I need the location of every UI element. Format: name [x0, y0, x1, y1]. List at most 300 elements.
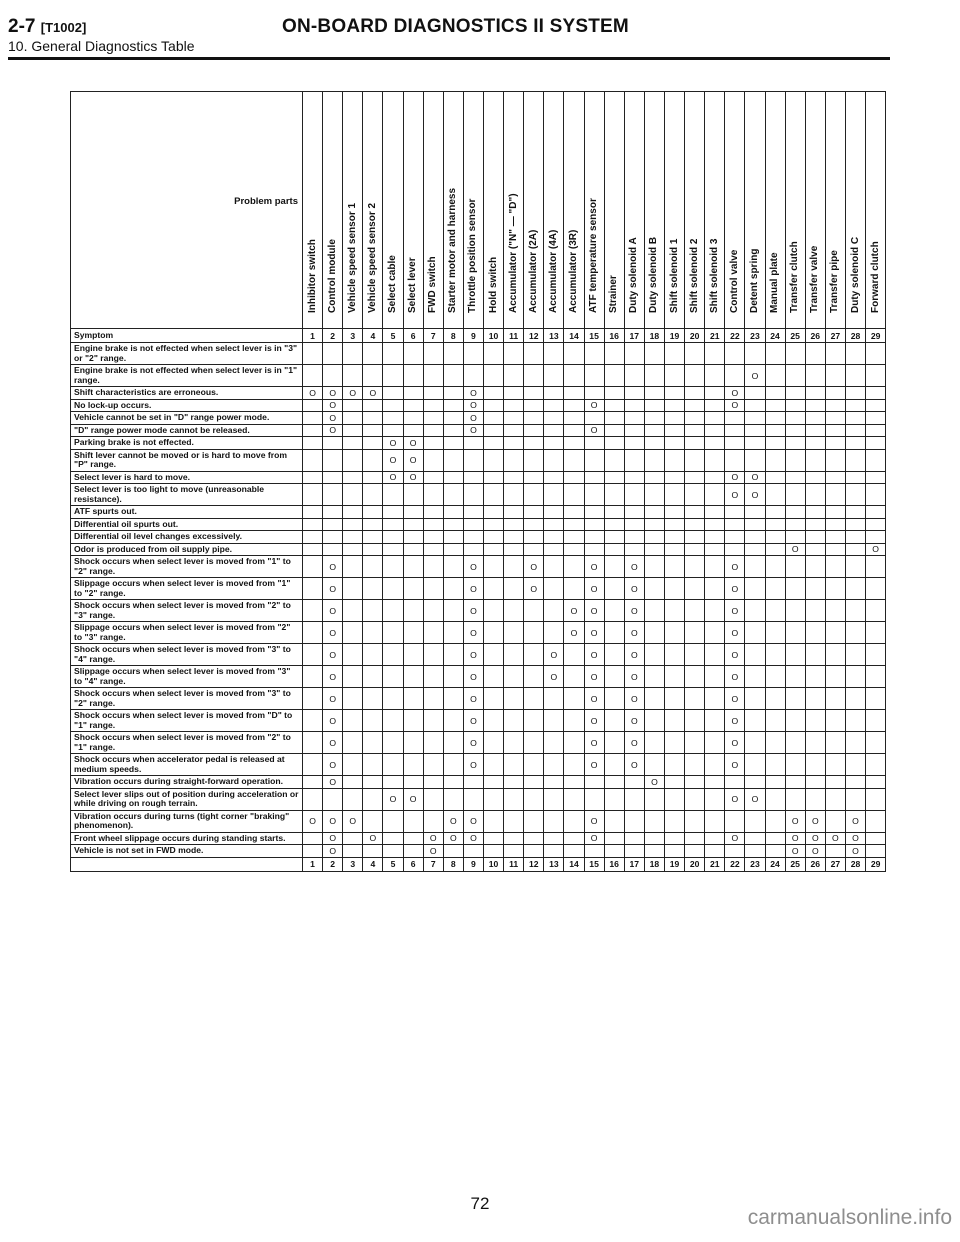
cell	[544, 832, 564, 845]
cell	[644, 531, 664, 544]
circle-mark: O	[852, 816, 859, 826]
cell	[303, 556, 323, 578]
circle-mark: O	[590, 759, 598, 770]
column-header	[664, 92, 684, 329]
cell	[604, 437, 624, 450]
cell	[383, 845, 403, 858]
cell	[604, 710, 624, 732]
cell	[463, 666, 483, 688]
cell	[825, 644, 845, 666]
cell	[805, 506, 825, 519]
cell	[664, 732, 684, 754]
circle-mark: O	[590, 561, 598, 572]
column-number: 5	[383, 857, 403, 871]
cell	[785, 776, 805, 789]
cell	[483, 810, 503, 832]
column-number: 22	[725, 857, 745, 871]
cell	[644, 644, 664, 666]
cell	[685, 343, 705, 365]
circle-mark: O	[731, 400, 739, 411]
cell	[423, 666, 443, 688]
cell	[685, 506, 705, 519]
column-number: 9	[463, 329, 483, 343]
cell	[544, 644, 564, 666]
cell	[644, 365, 664, 387]
cell	[866, 622, 886, 644]
column-header	[303, 92, 323, 329]
cell	[765, 600, 785, 622]
cell	[745, 484, 765, 506]
cell	[644, 688, 664, 710]
cell	[705, 365, 725, 387]
cell	[825, 788, 845, 810]
symptom-text: Shock occurs when select lever is moved from "3" to "2" range.	[71, 688, 303, 710]
cell	[685, 832, 705, 845]
cell	[584, 845, 604, 858]
part-name: Strainer	[608, 275, 620, 313]
cell	[483, 556, 503, 578]
cell	[323, 531, 343, 544]
cell	[323, 666, 343, 688]
circle-mark: O	[470, 561, 477, 572]
cell	[845, 810, 865, 832]
cell	[383, 600, 403, 622]
cell	[544, 600, 564, 622]
circle-mark: O	[852, 833, 859, 844]
cell	[725, 622, 745, 644]
circle-mark: O	[470, 627, 477, 638]
cell	[544, 788, 564, 810]
cell	[544, 437, 564, 450]
cell	[866, 556, 886, 578]
cell	[584, 518, 604, 531]
cell	[303, 578, 323, 600]
cell	[644, 776, 664, 789]
cell	[725, 732, 745, 754]
cell	[745, 424, 765, 437]
cell	[423, 754, 443, 776]
cell	[483, 622, 503, 644]
cell	[725, 424, 745, 437]
cell	[323, 387, 343, 400]
cell	[685, 484, 705, 506]
cell	[524, 622, 544, 644]
cell	[524, 399, 544, 412]
cell	[725, 412, 745, 425]
cell	[604, 578, 624, 600]
cell	[564, 688, 584, 710]
column-number: 16	[604, 329, 624, 343]
cell	[664, 845, 684, 858]
column-number: 15	[584, 329, 604, 343]
cell	[303, 644, 323, 666]
cell	[343, 688, 363, 710]
cell	[604, 518, 624, 531]
circle-mark: O	[329, 387, 336, 398]
cell	[866, 531, 886, 544]
cell	[664, 343, 684, 365]
symptom-row	[71, 845, 886, 858]
cell	[343, 387, 363, 400]
column-number: 14	[564, 329, 584, 343]
cell	[584, 531, 604, 544]
cell	[725, 688, 745, 710]
cell	[323, 710, 343, 732]
symptom-text: Shock occurs when select lever is moved from "2" to "1" range.	[71, 732, 303, 754]
circle-mark: O	[751, 794, 759, 804]
symptom-row	[71, 424, 886, 437]
cell	[725, 518, 745, 531]
cell	[584, 710, 604, 732]
cell	[765, 399, 785, 412]
circle-mark: O	[329, 649, 336, 660]
cell	[443, 449, 463, 471]
cell	[805, 622, 825, 644]
cell	[745, 365, 765, 387]
cell	[785, 732, 805, 754]
column-header	[363, 92, 383, 329]
cell	[443, 788, 463, 810]
cell	[664, 754, 684, 776]
cell	[303, 845, 323, 858]
header-rule	[8, 57, 890, 60]
cell	[403, 531, 423, 544]
cell	[423, 710, 443, 732]
cell	[825, 506, 845, 519]
cell	[403, 666, 423, 688]
cell	[343, 622, 363, 644]
cell	[544, 412, 564, 425]
column-number: 10	[483, 857, 503, 871]
circle-mark: O	[470, 693, 477, 704]
cell	[584, 365, 604, 387]
cell	[504, 710, 524, 732]
cell	[604, 412, 624, 425]
cell	[845, 437, 865, 450]
symptom-text: Vibration occurs during straight-forward operation.	[71, 776, 303, 789]
cell	[825, 543, 845, 556]
column-number: 4	[363, 857, 383, 871]
symptom-text: Slippage occurs when select lever is moved from "2" to "3" range.	[71, 622, 303, 644]
cell	[303, 399, 323, 412]
symptom-row	[71, 644, 886, 666]
cell	[463, 556, 483, 578]
cell	[705, 412, 725, 425]
circle-mark: O	[329, 715, 336, 726]
cell	[463, 449, 483, 471]
cell	[383, 788, 403, 810]
cell	[463, 518, 483, 531]
cell	[866, 506, 886, 519]
column-header	[644, 92, 664, 329]
cell	[524, 471, 544, 484]
cell	[866, 832, 886, 845]
cell	[483, 471, 503, 484]
circle-mark: O	[369, 833, 377, 844]
cell	[443, 754, 463, 776]
cell	[463, 688, 483, 710]
circle-mark: O	[470, 816, 477, 826]
cell	[524, 666, 544, 688]
cell	[363, 666, 383, 688]
symptom-text: Shock occurs when select lever is moved from "1" to "2" range.	[71, 556, 303, 578]
cell	[564, 518, 584, 531]
cell	[443, 471, 463, 484]
cell	[644, 506, 664, 519]
cell	[845, 484, 865, 506]
cell	[845, 644, 865, 666]
cell	[705, 710, 725, 732]
cell	[443, 732, 463, 754]
circle-mark: O	[329, 671, 336, 682]
cell	[443, 387, 463, 400]
cell	[845, 506, 865, 519]
cell	[564, 437, 584, 450]
symptom-text: Shock occurs when select lever is moved from "D" to "1" range.	[71, 710, 303, 732]
cell	[604, 365, 624, 387]
cell	[544, 732, 564, 754]
column-number: 5	[383, 329, 403, 343]
cell	[644, 578, 664, 600]
cell	[825, 845, 845, 858]
cell	[765, 776, 785, 789]
cell	[524, 343, 544, 365]
cell	[705, 484, 725, 506]
symptom-row	[71, 484, 886, 506]
circle-mark: O	[811, 816, 819, 826]
cell	[564, 622, 584, 644]
circle-mark: O	[630, 671, 638, 682]
cell	[604, 788, 624, 810]
cell	[745, 622, 765, 644]
column-header	[604, 92, 624, 329]
cell	[745, 600, 765, 622]
column-number: 6	[403, 329, 423, 343]
column-header	[343, 92, 363, 329]
circle-mark: O	[630, 561, 638, 572]
cell	[584, 688, 604, 710]
cell	[745, 732, 765, 754]
circle-mark: O	[470, 715, 477, 726]
cell	[363, 387, 383, 400]
cell	[765, 343, 785, 365]
symptom-text: Shift lever cannot be moved or is hard to move from "P" range.	[71, 449, 303, 471]
cell	[463, 437, 483, 450]
circle-mark: O	[429, 833, 437, 844]
cell	[644, 449, 664, 471]
column-header	[624, 92, 644, 329]
cell	[423, 622, 443, 644]
cell	[705, 543, 725, 556]
column-number: 7	[423, 329, 443, 343]
cell	[805, 845, 825, 858]
cell	[343, 437, 363, 450]
cell	[564, 471, 584, 484]
cell	[624, 543, 644, 556]
column-header	[383, 92, 403, 329]
cell	[423, 531, 443, 544]
cell	[624, 776, 644, 789]
cell	[443, 622, 463, 644]
circle-mark: O	[852, 845, 859, 856]
cell	[564, 556, 584, 578]
cell	[363, 810, 383, 832]
cell	[624, 832, 644, 845]
cell	[323, 343, 343, 365]
cell	[524, 387, 544, 400]
cell	[825, 556, 845, 578]
circle-mark: O	[630, 759, 638, 770]
circle-mark: O	[329, 400, 336, 411]
cell	[403, 578, 423, 600]
circle-mark: O	[409, 794, 417, 804]
cell	[544, 506, 564, 519]
circle-mark: O	[590, 715, 598, 726]
cell	[423, 578, 443, 600]
cell	[303, 688, 323, 710]
part-name: Accumulator ("N" — "D")	[507, 193, 519, 313]
circle-mark: O	[449, 833, 457, 844]
cell	[323, 776, 343, 789]
circle-mark: O	[530, 561, 538, 572]
cell	[383, 832, 403, 845]
column-number: 17	[624, 857, 644, 871]
cell	[323, 506, 343, 519]
part-name: Manual plate	[769, 252, 781, 313]
cell	[866, 543, 886, 556]
cell	[383, 666, 403, 688]
symptom-row	[71, 810, 886, 832]
cell	[664, 666, 684, 688]
part-name: Transfer pipe	[829, 250, 841, 313]
cell	[463, 387, 483, 400]
cell	[423, 506, 443, 519]
cell	[564, 788, 584, 810]
cell	[383, 424, 403, 437]
cell	[644, 788, 664, 810]
column-number: 24	[765, 329, 785, 343]
cell	[544, 471, 564, 484]
cell	[423, 810, 443, 832]
cell	[745, 556, 765, 578]
cell	[343, 754, 363, 776]
cell	[685, 666, 705, 688]
circle-mark: O	[590, 425, 598, 436]
cell	[644, 424, 664, 437]
cell	[403, 543, 423, 556]
cell	[383, 365, 403, 387]
cell	[443, 437, 463, 450]
cell	[363, 424, 383, 437]
cell	[805, 788, 825, 810]
circle-mark: O	[731, 605, 739, 616]
cell	[584, 666, 604, 688]
circle-mark: O	[630, 715, 638, 726]
cell	[725, 754, 745, 776]
symptom-text: No lock-up occurs.	[71, 399, 303, 412]
cell	[343, 543, 363, 556]
cell	[564, 754, 584, 776]
cell	[664, 412, 684, 425]
circle-mark: O	[329, 845, 336, 856]
cell	[323, 810, 343, 832]
cell	[705, 518, 725, 531]
cell	[685, 810, 705, 832]
cell	[363, 845, 383, 858]
cell	[463, 399, 483, 412]
circle-mark: O	[791, 816, 799, 826]
circle-mark: O	[590, 605, 598, 616]
cell	[544, 543, 564, 556]
cell	[845, 424, 865, 437]
cell	[544, 556, 564, 578]
cell	[483, 688, 503, 710]
cell	[544, 688, 564, 710]
cell	[403, 449, 423, 471]
symptom-row	[71, 578, 886, 600]
cell	[685, 622, 705, 644]
cell	[343, 531, 363, 544]
circle-mark: O	[590, 671, 598, 682]
column-number: 8	[443, 329, 463, 343]
column-number: 3	[343, 857, 363, 871]
cell	[685, 845, 705, 858]
circle-mark: O	[791, 544, 799, 555]
symptom-row	[71, 506, 886, 519]
cell	[483, 484, 503, 506]
circle-mark: O	[791, 845, 799, 856]
cell	[825, 754, 845, 776]
cell	[866, 399, 886, 412]
column-header	[403, 92, 423, 329]
cell	[363, 399, 383, 412]
cell	[745, 449, 765, 471]
circle-mark: O	[731, 472, 739, 483]
symptom-row	[71, 732, 886, 754]
cell	[423, 424, 443, 437]
cell	[664, 810, 684, 832]
circle-mark: O	[329, 412, 336, 423]
cell	[805, 578, 825, 600]
cell	[825, 666, 845, 688]
cell	[624, 810, 644, 832]
circle-mark: O	[630, 649, 638, 660]
column-number: 27	[825, 857, 845, 871]
cell	[644, 437, 664, 450]
cell	[323, 732, 343, 754]
symptom-text: Front wheel slippage occurs during standing starts.	[71, 832, 303, 845]
column-number: 2	[323, 857, 343, 871]
circle-mark: O	[470, 671, 477, 682]
circle-mark: O	[470, 605, 477, 616]
circle-mark: O	[329, 425, 336, 436]
cell	[664, 688, 684, 710]
column-number: 19	[664, 857, 684, 871]
cell	[685, 776, 705, 789]
cell	[584, 754, 604, 776]
cell	[644, 387, 664, 400]
cell	[866, 343, 886, 365]
cell	[584, 387, 604, 400]
cell	[423, 600, 443, 622]
cell	[705, 437, 725, 450]
circle-mark: O	[590, 693, 598, 704]
cell	[443, 644, 463, 666]
cell	[403, 788, 423, 810]
cell	[745, 387, 765, 400]
column-number: 6	[403, 857, 423, 871]
cell	[604, 471, 624, 484]
